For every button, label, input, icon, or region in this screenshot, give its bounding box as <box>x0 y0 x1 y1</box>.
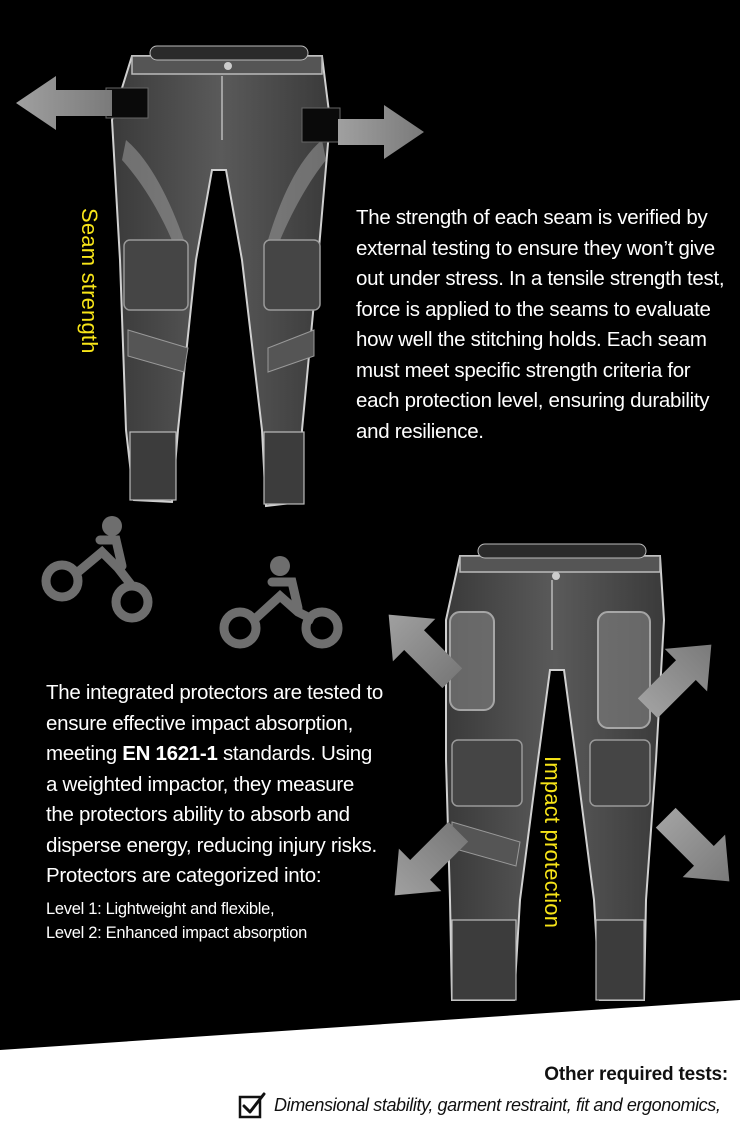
protection-levels-list <box>46 897 307 945</box>
checkbox-checked-icon <box>238 1091 266 1119</box>
impact-protection-label: Impact protection <box>540 756 565 929</box>
seam-strength-label: Seam strength <box>77 208 102 354</box>
protection-level-2: Level 2: Enhanced impact absorption <box>46 924 308 942</box>
protection-level-1: Level 1: Lightweight and flexible, <box>46 900 275 918</box>
impact-protection-description <box>46 678 386 892</box>
impact-text-after: standards. Using a weighted impactor, they measure the protectors ability to absorb and disperse energy, reducing injury risks. Protectors are categorized into: <box>46 742 377 887</box>
seam-strength-description: The strength of each seam is verified by external testing to ensure they won’t give out under stress. In a tensile strength test, force is applied to the seams to evaluate how well the stitching holds. Each seam must meet specific strength criteria for each protection level, ensuring durability and resilience. <box>356 206 725 443</box>
other-tests-heading: Other required tests: <box>544 1064 728 1085</box>
impact-text-before: The integrated protectors are tested to ensure effective impact absorption, meeting <box>46 681 384 765</box>
other-tests-list: Dimensional stability, garment restraint, fit and ergonomics, <box>274 1094 721 1115</box>
other-tests-row <box>238 1091 720 1119</box>
standard-name: EN 1621-1 <box>122 742 218 765</box>
